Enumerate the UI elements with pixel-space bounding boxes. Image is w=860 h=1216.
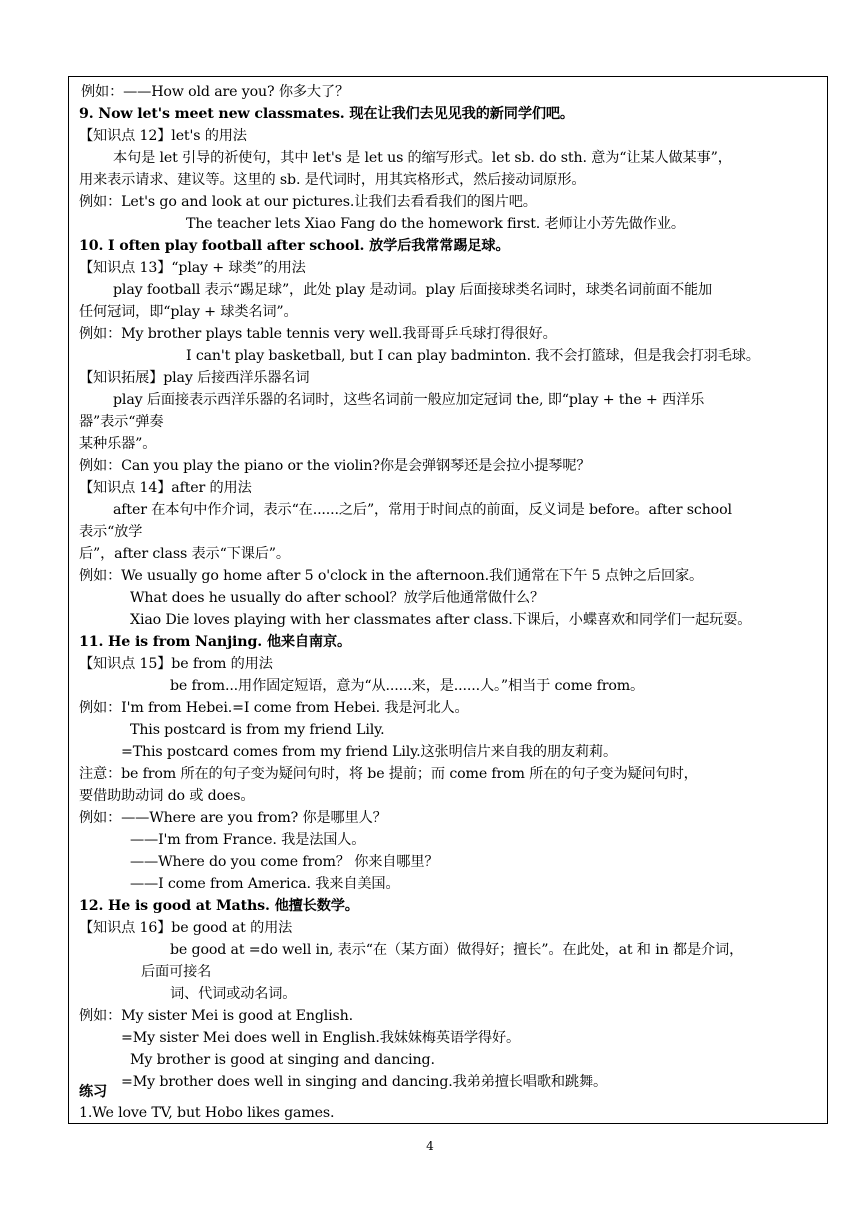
page-number: 4 xyxy=(426,1139,434,1153)
example-line: 例如：My brother plays table tennis very well.我哥哥乒乓球打得很好。 xyxy=(79,326,557,342)
example-line: ——I'm from France. 我是法国人。 xyxy=(130,832,366,848)
example-line: =My brother does well in singing and dancing.我弟弟擅长唱歌和跳舞。 xyxy=(121,1074,608,1090)
example-line: Xiao Die loves playing with her classmates after class.下课后，小蝶喜欢和同学们一起玩耍。 xyxy=(130,612,752,628)
text-line: play 后面接表示西洋乐器的名词时，这些名词前一般应加定冠词 the, 即“play + the + 西洋乐 xyxy=(113,392,705,408)
exercise-heading: 练习 xyxy=(79,1084,108,1100)
text-line: 例如：——How old are you? 你多大了？ xyxy=(81,84,350,100)
text-line: 本句是 let 引导的祈使句，其中 let's 是 let us 的缩写形式。let sb. do sth. 意为“让某人做某事”， xyxy=(113,150,732,166)
text-line: after 在本句中作介词，表示“在......之后”，常用于时间点的前面，反义词是 before。after school xyxy=(113,502,732,518)
example-line: My brother is good at singing and dancing. xyxy=(130,1052,435,1068)
knowledge-extension-heading: 【知识拓展】play 后接西洋乐器名词 xyxy=(79,370,310,386)
knowledge-point-heading: 【知识点 16】be good at 的用法 xyxy=(79,920,293,936)
text-line: 表示“放学 xyxy=(79,524,143,540)
example-line: 例如：Let's go and look at our pictures.让我们去看看我们的图片吧。 xyxy=(79,194,537,210)
content-frame xyxy=(68,76,828,1124)
knowledge-point-heading: 【知识点 15】be from 的用法 xyxy=(79,656,273,672)
text-line: 某种乐器”。 xyxy=(79,436,157,452)
example-line: 例如：Can you play the piano or the violin?你是会弹钢琴还是会拉小提琴呢？ xyxy=(79,458,591,474)
text-line: be good at =do well in, 表示“在（某方面）做得好；擅长”。在此处，at 和 in 都是介词， xyxy=(170,942,744,958)
example-line: 例如：My sister Mei is good at English. xyxy=(79,1008,354,1024)
example-line: =This postcard comes from my friend Lily.这张明信片来自我的朋友莉莉。 xyxy=(121,744,618,760)
example-line: =My sister Mei does well in English.我妹妹梅英语学得好。 xyxy=(121,1030,521,1046)
text-line: 后”，after class 表示“下课后”。 xyxy=(79,546,290,562)
text-line: 后面可接名 xyxy=(141,964,212,980)
sentence-heading: 12. He is good at Maths. 他擅长数学。 xyxy=(79,898,359,914)
sentence-heading: 9. Now let's meet new classmates. 现在让我们去见见我的新同学们吧。 xyxy=(79,106,574,122)
text-line: 用来表示请求、建议等。这里的 sb. 是代词时，用其宾格形式，然后接动词原形。 xyxy=(79,172,586,188)
text-line: 词、代词或动名词。 xyxy=(170,986,297,1002)
text-line: 器”表示“弹奏 xyxy=(79,414,164,430)
exercise-item: 1.We love TV, but Hobo likes games. xyxy=(79,1105,335,1121)
knowledge-point-heading: 【知识点 14】after 的用法 xyxy=(79,480,252,496)
text-line: be from...用作固定短语，意为“从......来，是......人。”相当于 come from。 xyxy=(170,678,645,694)
sentence-heading: 11. He is from Nanjing. 他来自南京。 xyxy=(79,634,352,650)
example-line: What does he usually do after school？放学后他通常做什么？ xyxy=(130,590,545,606)
example-line: 例如：——Where are you from? 你是哪里人？ xyxy=(79,810,387,826)
example-line: This postcard is from my friend Lily. xyxy=(130,722,385,738)
text-line: 任何冠词，即“play + 球类名词”。 xyxy=(79,304,298,320)
example-line: The teacher lets Xiao Fang do the homework first. 老师让小芳先做作业。 xyxy=(186,216,685,232)
example-line: I can't play basketball, but I can play badminton. 我不会打篮球，但是我会打羽毛球。 xyxy=(186,348,760,364)
example-line: 例如：We usually go home after 5 o'clock in the afternoon.我们通常在下午 5 点钟之后回家。 xyxy=(79,568,704,584)
example-line: 例如：I'm from Hebei.=I come from Hebei. 我是河北人。 xyxy=(79,700,469,716)
text-line: play football 表示“踢足球”，此处 play 是动词。play 后面接球类名词时，球类名词前面不能加 xyxy=(113,282,713,298)
example-line: ——Where do you come from？ 你来自哪里？ xyxy=(130,854,439,870)
note-line: 要借助助动词 do 或 does。 xyxy=(79,788,255,804)
knowledge-point-heading: 【知识点 13】“play + 球类”的用法 xyxy=(79,260,306,276)
example-line: ——I come from America. 我来自美国。 xyxy=(130,876,400,892)
sentence-heading: 10. I often play football after school. 放学后我常常踢足球。 xyxy=(79,238,510,254)
note-line: 注意：be from 所在的句子变为疑问句时，将 be 提前；而 come from 所在的句子变为疑问句时， xyxy=(79,766,698,782)
knowledge-point-heading: 【知识点 12】let's 的用法 xyxy=(79,128,247,144)
